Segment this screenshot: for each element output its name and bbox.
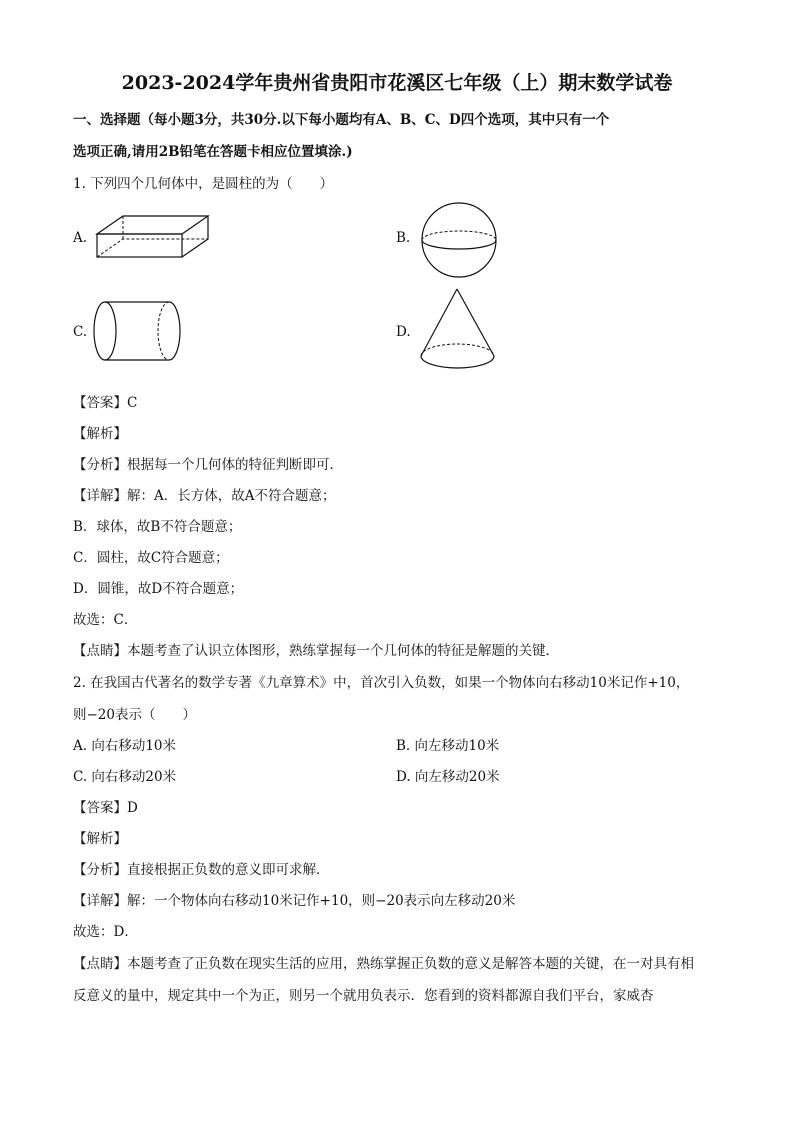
q1-fenxi: 【分析】根据每一个几何体的特征判断即可． bbox=[73, 457, 343, 473]
q2-option-a: A. 向右移动10米 bbox=[73, 738, 177, 754]
q2-dianjing-line2: 反意义的量中，规定其中一个为正，则另一个就用负表示．您看到的资料都源自我们平台，家威杏 bbox=[73, 988, 654, 1004]
q2-xiangjie: 【详解】解：一个物体向右移动10米记作+10，则−20表示向左移动20米 bbox=[73, 893, 516, 909]
q1-explain-c: C．圆柱，故C符合题意； bbox=[73, 550, 229, 566]
q1-xiangjie: 【详解】解：A．长方体，故A不符合题意； bbox=[73, 488, 336, 504]
q1-explain-d: D．圆锥，故D不符合题意； bbox=[73, 581, 244, 597]
q1-dianjing: 【点睛】本题考查了认识立体图形，熟练掌握每一个几何体的特征是解题的关键． bbox=[73, 643, 559, 659]
q2-analysis-header: 【解析】 bbox=[73, 831, 127, 847]
question-1-stem: 1. 下列四个几何体中，是圆柱的为（ ） bbox=[73, 176, 334, 192]
q1-option-a-label: A. bbox=[73, 230, 88, 246]
cylinder-icon bbox=[91, 298, 185, 364]
cuboid-icon bbox=[95, 212, 211, 262]
q2-dianjing-line1: 【点睛】本题考查了正负数在现实生活的应用，熟练掌握正负数的意义是解答本题的关键，在一对具有相 bbox=[73, 956, 694, 972]
q2-choose: 故选：D． bbox=[73, 924, 138, 940]
q1-option-b-label: B. bbox=[396, 230, 411, 246]
q2-option-c: C. 向右移动20米 bbox=[73, 769, 177, 785]
page-title: 2023-2024学年贵州省贵阳市花溪区七年级（上）期末数学试卷 bbox=[121, 72, 673, 94]
section-heading-line1: 一、选择题（每小题3分，共30分.以下每小题均有A、B、C、D四个选项，其中只有一个 bbox=[73, 112, 610, 128]
sphere-icon bbox=[419, 200, 499, 280]
q1-option-d-label: D. bbox=[396, 324, 411, 340]
q1-answer: 【答案】C bbox=[73, 395, 138, 411]
question-2-stem-line2: 则−20表示（ ） bbox=[73, 707, 196, 723]
q1-option-c-label: C. bbox=[73, 324, 88, 340]
q2-fenxi: 【分析】直接根据正负数的意义即可求解． bbox=[73, 862, 330, 878]
q2-answer: 【答案】D bbox=[73, 800, 138, 816]
q1-analysis-header: 【解析】 bbox=[73, 426, 127, 442]
q1-explain-b: B．球体，故B不符合题意； bbox=[73, 519, 242, 535]
q2-option-d: D. 向左移动20米 bbox=[396, 769, 500, 785]
question-2-stem-line1: 2. 在我国古代著名的数学专著《九章算术》中，首次引入负数，如果一个物体向右移动10米记作+10， bbox=[73, 675, 690, 691]
section-heading-line2: 选项正确,请用2B铅笔在答题卡相应位置填涂.) bbox=[73, 144, 353, 160]
q1-choose: 故选：C． bbox=[73, 612, 138, 628]
cone-icon bbox=[418, 286, 498, 374]
q2-option-b: B. 向左移动10米 bbox=[396, 738, 500, 754]
